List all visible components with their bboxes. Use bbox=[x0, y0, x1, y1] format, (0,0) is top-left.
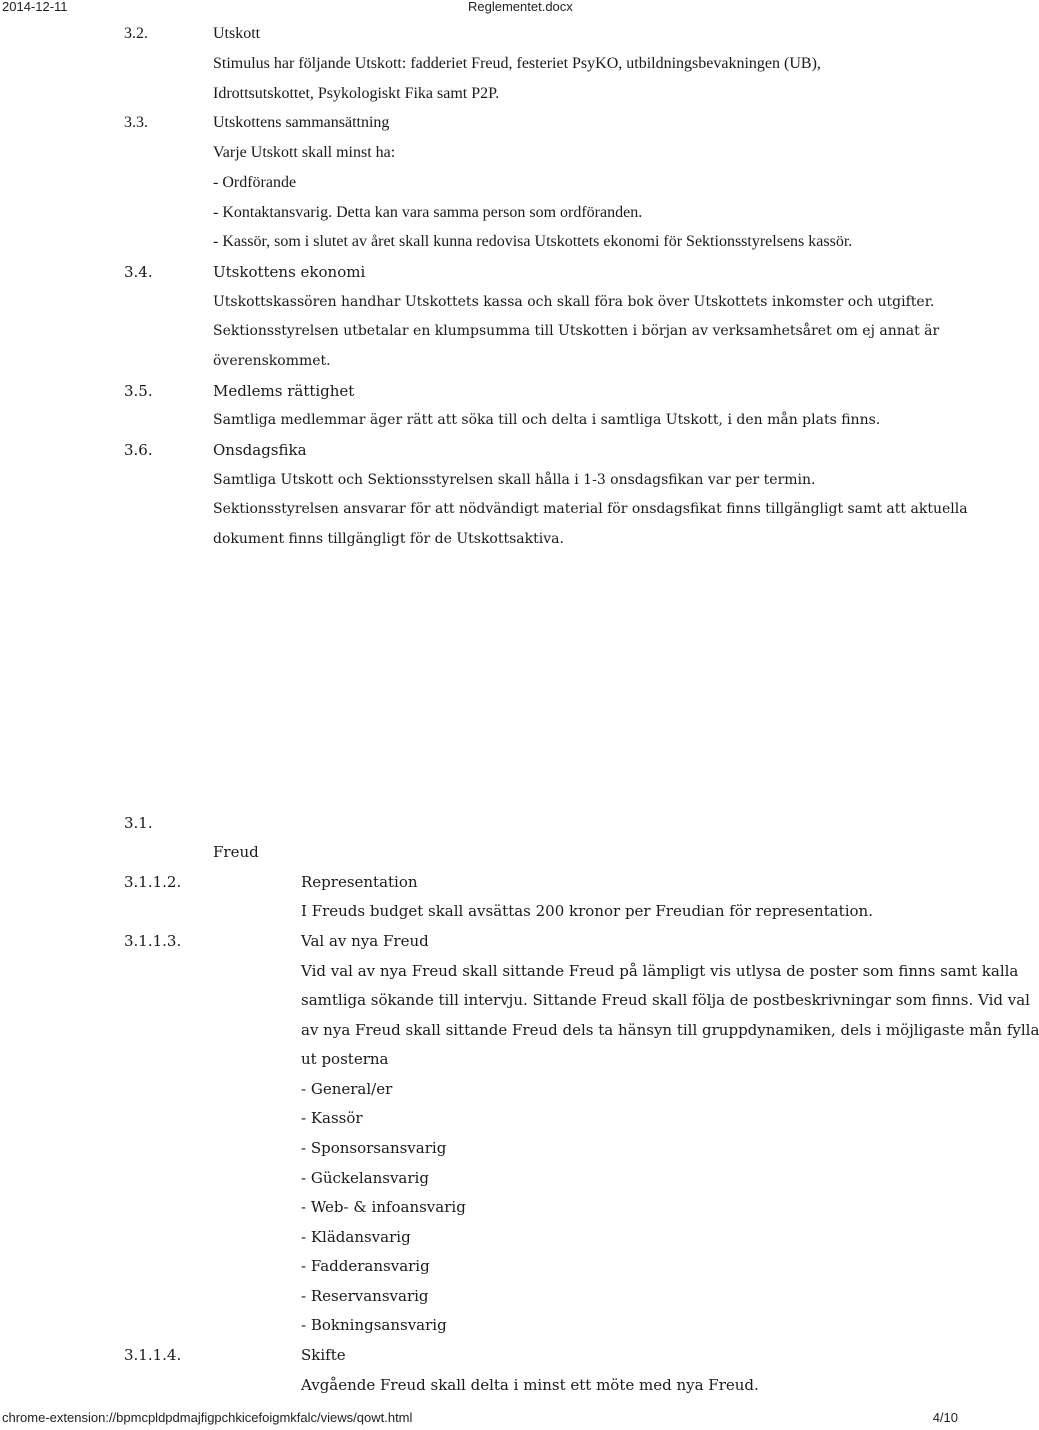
paragraph-line: överenskommet. bbox=[213, 353, 331, 369]
section-number: 3.2. bbox=[124, 25, 148, 42]
paragraph-line: av nya Freud skall sittande Freud dels ta hänsyn till gruppdynamiken, dels i möjligaste mån fylla bbox=[301, 1021, 1039, 1039]
section-number: 3.6. bbox=[124, 441, 153, 459]
section-title: Val av nya Freud bbox=[301, 932, 429, 950]
list-item: - General/er bbox=[301, 1080, 393, 1098]
paragraph-line: dokument finns tillgängligt för de Utskottsaktiva. bbox=[213, 531, 564, 547]
list-item: - Gückelansvarig bbox=[301, 1169, 429, 1187]
section-number: 3.5. bbox=[124, 382, 153, 400]
list-item: - Klädansvarig bbox=[301, 1228, 411, 1246]
section-number: 3.1. bbox=[124, 814, 153, 832]
section-number: 3.1.1.4. bbox=[124, 1346, 182, 1364]
section-title: Freud bbox=[213, 843, 259, 861]
list-item: - Ordförande bbox=[213, 174, 297, 191]
paragraph-line: Avgående Freud skall delta i minst ett möte med nya Freud. bbox=[301, 1376, 759, 1394]
paragraph-line: Sektionsstyrelsen ansvarar för att nödvändigt material för onsdagsfikat finns tillgängligt samt att aktuella bbox=[213, 501, 968, 517]
list-item: - Reservansvarig bbox=[301, 1287, 429, 1305]
paragraph-line: ut posterna bbox=[301, 1050, 389, 1068]
list-item: - Kontaktansvarig. Detta kan vara samma person som ordföranden. bbox=[213, 204, 643, 221]
list-item: - Sponsorsansvarig bbox=[301, 1139, 447, 1157]
paragraph-line: Samtliga Utskott och Sektionsstyrelsen skall hålla i 1-3 onsdagsfikan var per termin. bbox=[213, 472, 816, 488]
list-item: - Fadderansvarig bbox=[301, 1257, 430, 1275]
paragraph-line: Samtliga medlemmar äger rätt att söka till och delta i samtliga Utskott, i den mån plats finns. bbox=[213, 412, 881, 428]
section-number: 3.1.1.2. bbox=[124, 873, 182, 891]
paragraph-line: Vid val av nya Freud skall sittande Freud på lämpligt vis utlysa de poster som finns samt kalla bbox=[301, 962, 1019, 980]
section-title: Onsdagsfika bbox=[213, 441, 307, 459]
section-title: Skifte bbox=[301, 1346, 346, 1364]
footer-page-number: 4/10 bbox=[932, 1410, 958, 1425]
paragraph-line: Varje Utskott skall minst ha: bbox=[213, 144, 396, 161]
section-title: Utskottens ekonomi bbox=[213, 263, 366, 281]
paragraph-line: I Freuds budget skall avsättas 200 kronor per Freudian för representation. bbox=[301, 902, 873, 920]
list-item: - Kassör, som i slutet av året skall kunna redovisa Utskottets ekonomi för Sektionsstyrelsens kassör. bbox=[213, 233, 853, 250]
section-number: 3.4. bbox=[124, 263, 153, 281]
footer-url: chrome-extension://bpmcpldpdmajfigpchkicefoigmkfalc/views/qowt.html bbox=[2, 1410, 413, 1425]
header-doc-title: Reglementet.docx bbox=[468, 0, 573, 14]
section-number: 3.3. bbox=[124, 114, 148, 131]
list-item: - Web- & infoansvarig bbox=[301, 1198, 466, 1216]
paragraph-line: Stimulus har följande Utskott: fadderiet Freud, festeriet PsyKO, utbildningsbevakningen (UB), bbox=[213, 55, 821, 72]
section-number: 3.1.1.3. bbox=[124, 932, 182, 950]
list-item: - Bokningsansvarig bbox=[301, 1316, 447, 1334]
section-title: Representation bbox=[301, 873, 418, 891]
paragraph-line: Utskottskassören handhar Utskottets kassa och skall föra bok över Utskottets inkomster och utgifter. bbox=[213, 294, 935, 310]
paragraph-line: Sektionsstyrelsen utbetalar en klumpsumma till Utskotten i början av verksamhetsåret om ej annat är bbox=[213, 323, 940, 339]
section-title: Utskottens sammansättning bbox=[213, 114, 390, 131]
paragraph-line: Idrottsutskottet, Psykologiskt Fika samt P2P. bbox=[213, 85, 500, 102]
paragraph-line: samtliga sökande till intervju. Sittande Freud skall följa de postbeskrivningar som finns. Vid val bbox=[301, 991, 1030, 1009]
section-title: Utskott bbox=[213, 25, 261, 42]
section-title: Medlems rättighet bbox=[213, 382, 355, 400]
header-date: 2014-12-11 bbox=[2, 0, 68, 14]
list-item: - Kassör bbox=[301, 1109, 363, 1127]
